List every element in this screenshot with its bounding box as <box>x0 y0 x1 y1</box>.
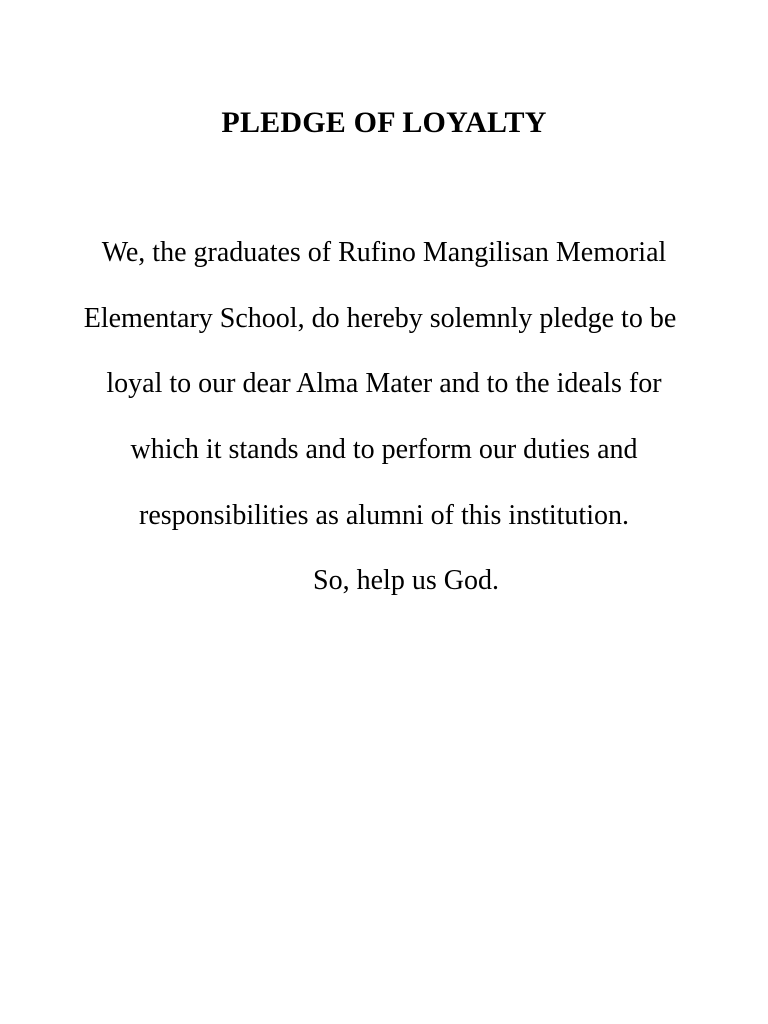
pledge-line-4: which it stands and to perform our duties and <box>130 434 638 465</box>
page-title: PLEDGE OF LOYALTY <box>221 106 547 139</box>
pledge-line-3: loyal to our dear Alma Mater and to the ideals for <box>106 368 662 399</box>
pledge-line-5: responsibilities as alumni of this institution. <box>139 500 629 531</box>
pledge-line-2: Elementary School, do hereby solemnly pledge to be <box>83 303 677 334</box>
pledge-line-1: We, the graduates of Rufino Mangilisan Memorial <box>101 237 667 268</box>
closing-line: So, help us God. <box>313 565 499 596</box>
